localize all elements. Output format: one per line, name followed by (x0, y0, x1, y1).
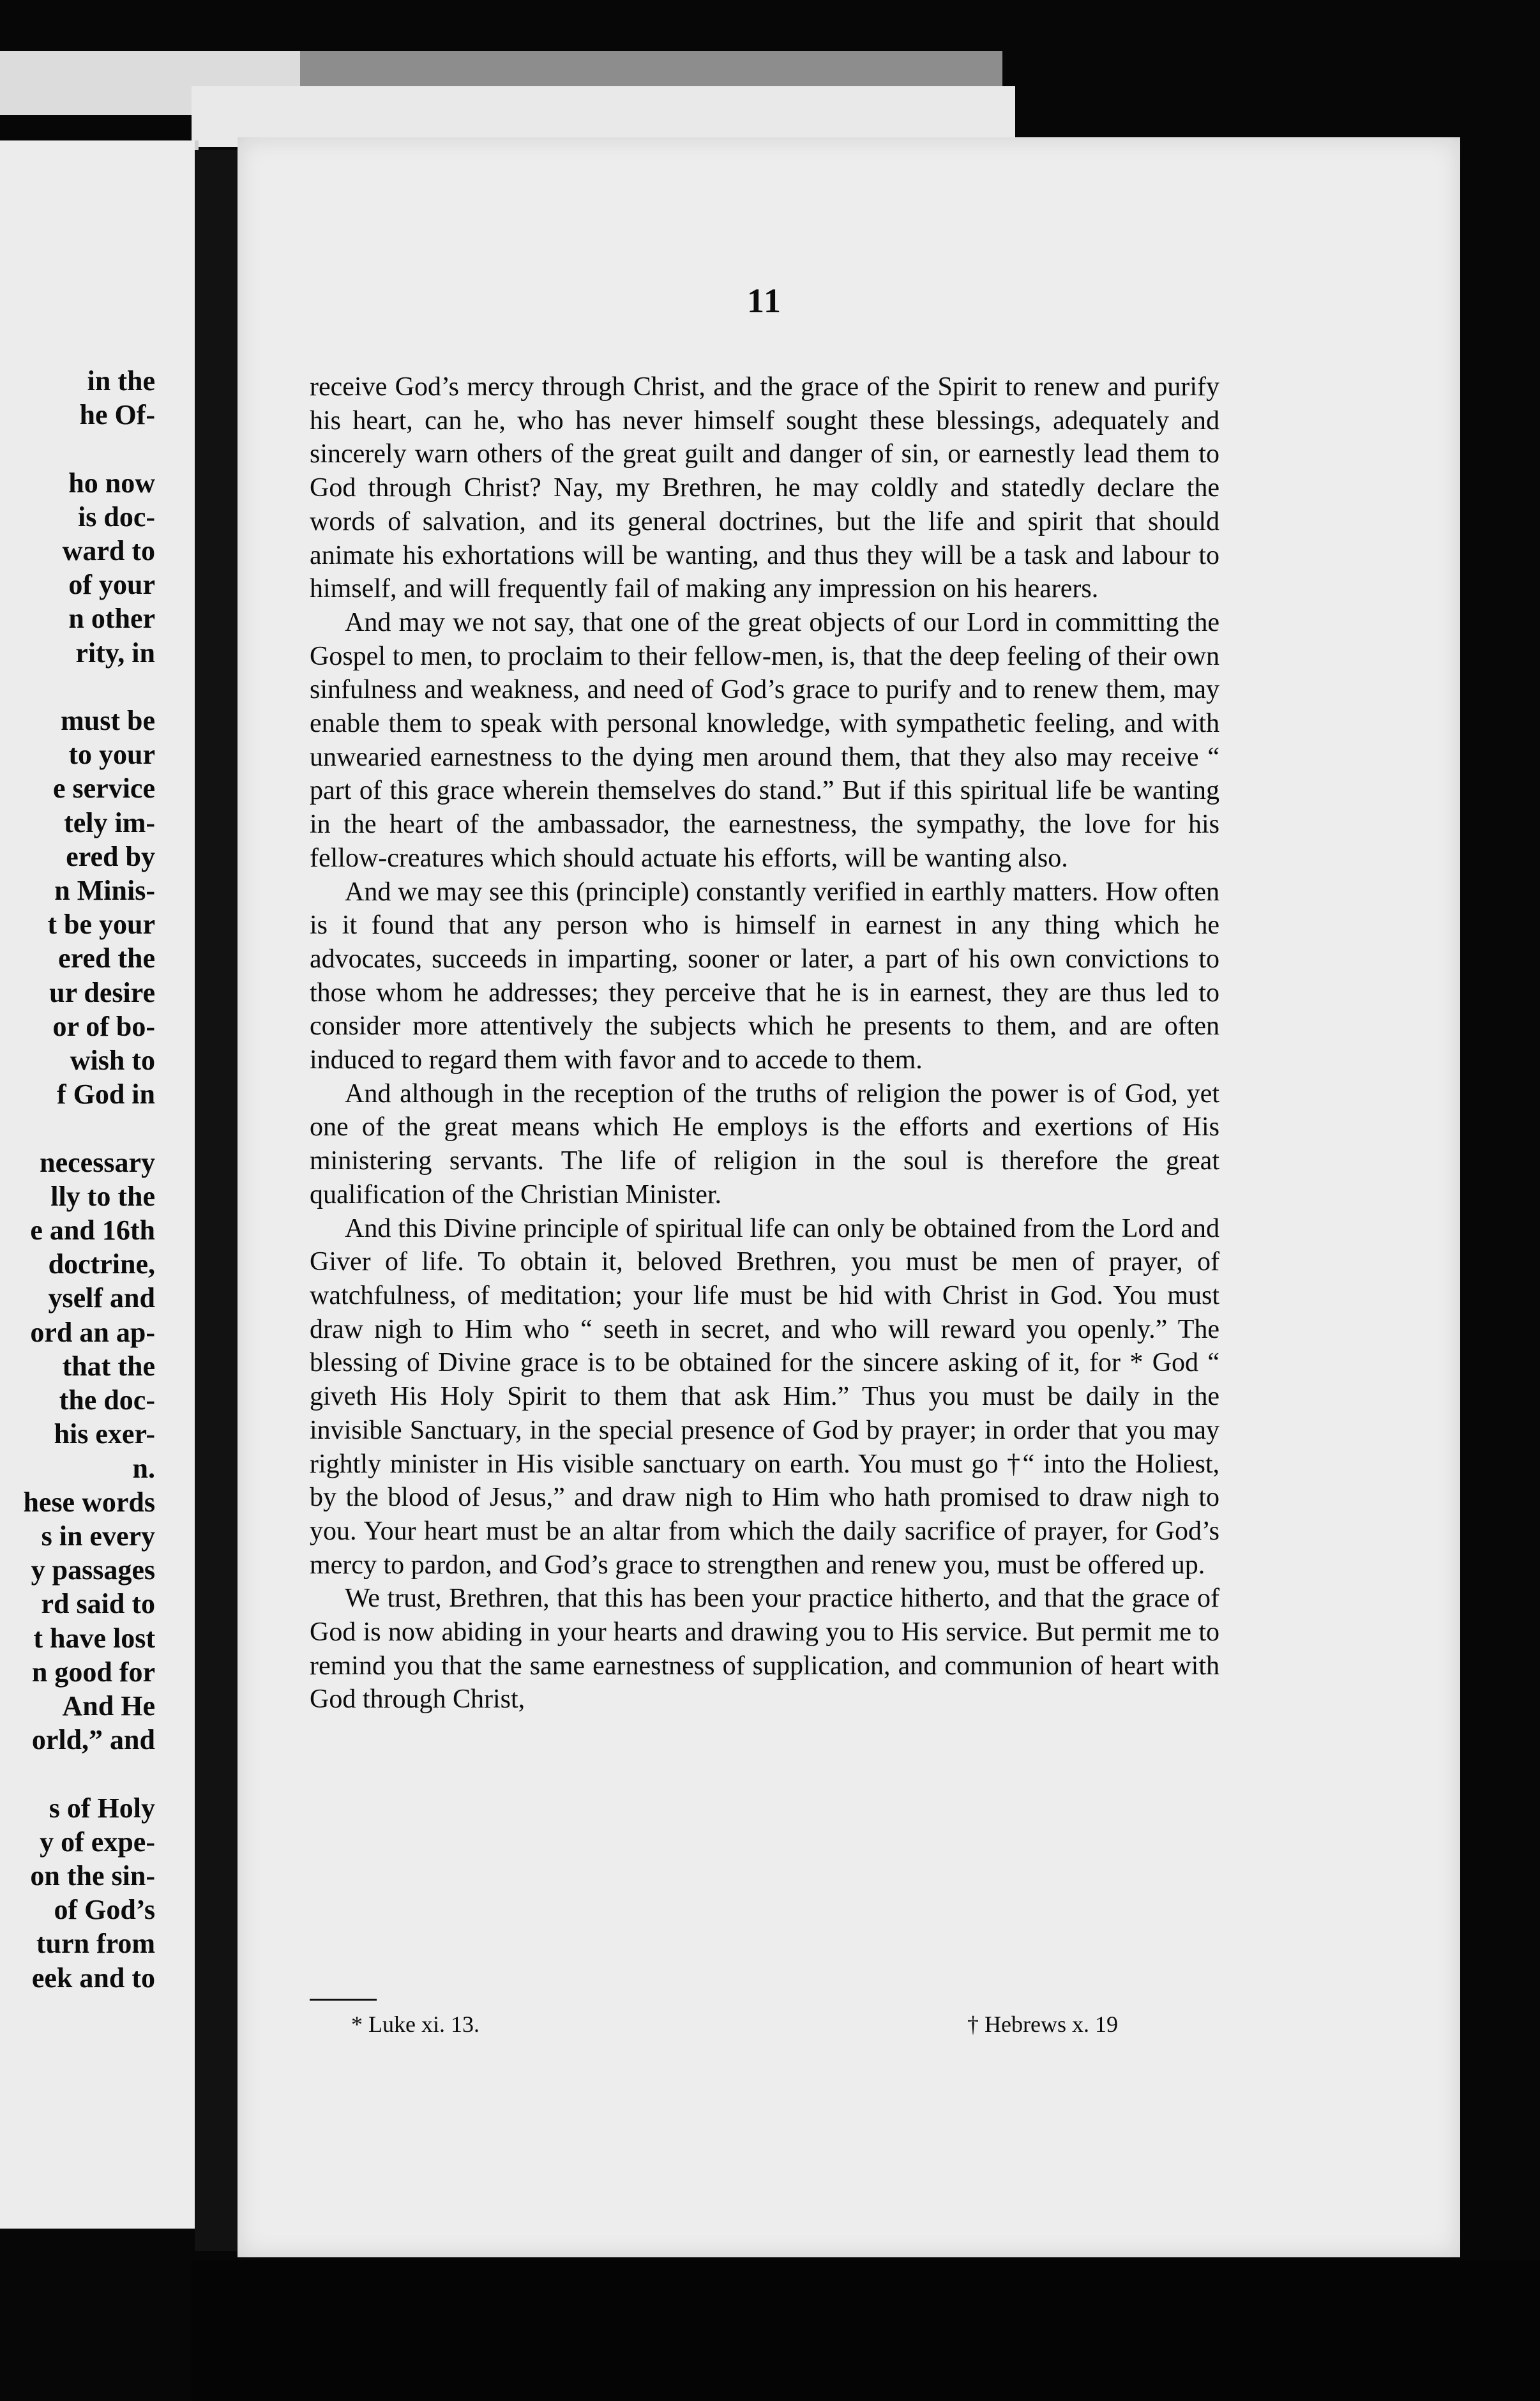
left-page-line: n other (68, 603, 155, 635)
left-page-line: his exer- (54, 1418, 155, 1450)
left-page-line (0, 1111, 155, 1145)
left-page-line: wish to (70, 1045, 155, 1077)
left-page-line: tely im- (64, 807, 155, 838)
left-page-line: the doc- (59, 1384, 155, 1416)
left-page-line: in the (87, 365, 155, 397)
left-page-line: ered the (58, 943, 155, 974)
left-page-text (0, 364, 155, 1995)
paragraph: And may we not say, that one of the great objects of our Lord in committing the Gospel to men, to proclaim to their fellow-men, is, that the deep feeling of their own sinfulness and weakness, and need of God’s grace to purify and to renew them, may enable them to speak with personal knowledge, with sympathetic feeling, and with unwearied earnestness to the dying men around them, that they also may receive “ part of this grace wherein themselves do stand.” But if this spiritual life be wanting in the heart of the ambassador, the earnestness, the sympathy, the love for his fellow-creatures which should actuate his efforts, will be wanting also. (310, 607, 1219, 873)
footnote-hebrews: † Hebrews x. 19 (967, 2011, 1118, 2037)
left-page-line: of your (68, 569, 155, 601)
left-page-line: orld,” and (31, 1724, 155, 1756)
left-page-line: y of expe- (40, 1826, 155, 1858)
left-page-line: n good for (31, 1656, 155, 1688)
paragraph: And although in the reception of the truths of religion the power is of God, yet one of the great means which He employs is the efforts and exertions of His ministering servants. The life of religion in the soul is therefore the great qualification of the Christian Minister. (310, 1079, 1219, 1209)
adjacent-left-page (0, 140, 199, 2229)
left-page-line: And He (62, 1690, 155, 1722)
paragraph: And we may see this (principle) constantly verified in earthly matters. How often is it found that any person who is himself in earnest in any thing which he advocates, succeeds in imparting, sooner or later, a part of his own convictions to those whom he addresses; they perceive that he is in earnest, they are thus led to consider more attentively the subjects which he presents to them, and are often induced to regard them with favor and to accede to them. (310, 877, 1219, 1075)
left-page-line: he Of- (79, 399, 155, 431)
left-page-line: yself and (48, 1282, 155, 1314)
left-page-line: n. (132, 1452, 155, 1484)
left-page-line: y passages (31, 1554, 155, 1586)
left-page-line: to your (68, 739, 155, 771)
left-page-line: ered by (66, 840, 155, 872)
left-page-line: necessary (40, 1146, 155, 1178)
paper-strip-top-middle (300, 51, 1002, 89)
paragraph: We trust, Brethren, that this has been your practice hitherto, and that the grace of God is now abiding in your hearts and drawing you to His service. But permit me to remind you that the same earnestness of supplication, and communion of heart with God through Christ, (310, 1584, 1219, 1715)
left-page-line: t have lost (33, 1622, 155, 1654)
left-page-line: rity, in (75, 637, 155, 669)
left-page-line: eek and to (31, 1962, 155, 1994)
left-page-line: f God in (56, 1079, 155, 1110)
left-page-line: hese words (23, 1486, 155, 1518)
left-page-line: ord an ap- (30, 1316, 155, 1348)
left-page-line: e and 16th (30, 1215, 155, 1246)
left-page-line: s in every (41, 1520, 155, 1552)
left-page-line: s of Holy (49, 1792, 155, 1824)
page-number: 11 (747, 282, 783, 320)
left-page-line: t be your (47, 909, 155, 941)
left-page-line (0, 670, 155, 704)
left-page-line: doctrine, (48, 1248, 155, 1280)
left-page-line: n Minis- (54, 875, 155, 907)
page-body (310, 370, 1219, 1716)
footnote-rule (310, 1999, 377, 2001)
left-page-line: lly to the (50, 1180, 155, 1212)
left-page-line: on the sin- (30, 1859, 155, 1891)
left-page-line: must be (61, 705, 155, 737)
left-page-line: e service (53, 773, 155, 805)
left-page-line: that the (62, 1350, 155, 1382)
binding-gutter (195, 150, 239, 2251)
footnote-luke: * Luke xi. 13. (351, 2011, 479, 2037)
left-page-line: ho now (68, 467, 155, 499)
paragraph: And this Divine principle of spiritual life can only be obtained from the Lord and Giver of life. To obtain it, beloved Brethren, you must be men of prayer, of watchfulness, of meditation; your life must be hid with Christ in God. You must draw nigh to Him who “ seeth in secret, and who will reward you openly.” The blessing of Divine grace is to be obtained for the sincere asking of it, for * God “ giveth His Holy Spirit to them that ask Him.” Thus you must be daily in the invisible Sanctuary, in the special presence of God by prayer; in order that you may rightly minister in His visible sanctuary on earth. You must go †“ into the Holiest, by the blood of Jesus,” and draw nigh to Him who hath promised to draw nigh to you. Your heart must be an altar from which the daily sacrifice of prayer, for God’s mercy to pardon, and God’s grace to strengthen and renew you, must be offered up. (310, 1213, 1219, 1580)
left-page-line: is doc- (78, 501, 155, 533)
left-page-line: ur desire (49, 976, 155, 1008)
left-page-line: ward to (62, 535, 155, 567)
left-page-line: turn from (36, 1928, 155, 1960)
left-page-line: of God’s (54, 1894, 155, 1926)
left-page-line (0, 1757, 155, 1791)
paragraph: receive God’s mercy through Christ, and the grace of the Spirit to renew and purify his heart, can he, who has never himself sought these blessings, adequately and sincerely warn others of the great guilt and danger of sin, or earnestly lead them to God through Christ? Nay, my Brethren, he may coldly and statedly declare the words of salvation, and its general doctrines, but the life and spirit that should animate his exhortations will be wanting, and thus they will be a task and labour to himself, and will frequently fail of making any impression on his hearers. (310, 372, 1219, 604)
left-page-line (0, 432, 155, 466)
left-page-line: or of bo- (52, 1010, 155, 1042)
left-page-line: rd said to (41, 1588, 155, 1620)
scan-bottom-edge (192, 2261, 1540, 2401)
